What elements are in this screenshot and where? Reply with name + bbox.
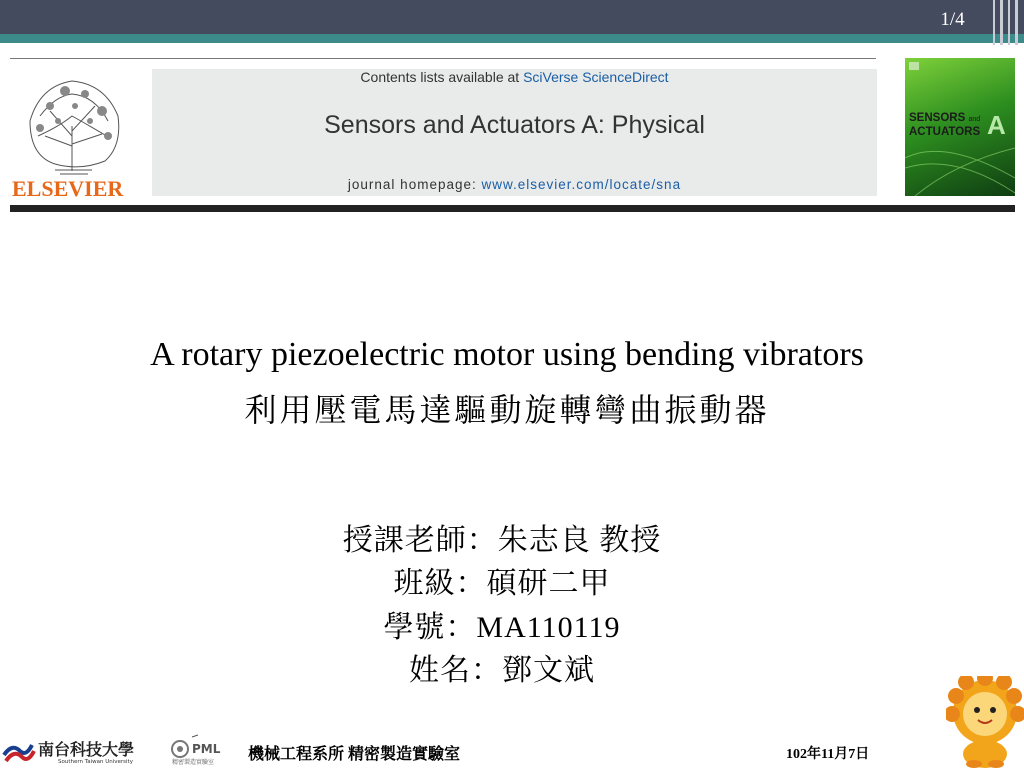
cover-title-and: and (968, 116, 981, 123)
info-advisor: 授課老師：朱志良 教授 (342, 524, 662, 557)
university-logo (2, 735, 152, 765)
university-logo-en: Southern Taiwan University (58, 759, 133, 765)
journal-header-box (152, 69, 877, 196)
footer-date: 102年11月7日 (786, 747, 870, 762)
cover-title (909, 112, 980, 139)
title-chinese: 利用壓電馬達驅動旋轉彎曲振動器 (244, 392, 770, 428)
title-english: A rotary piezoelectric motor using bending vibrators (150, 336, 864, 373)
pml-logo-sub: 精密製造實驗室 (172, 759, 215, 766)
sciencedirect-link[interactable]: SciVerse ScienceDirect (523, 69, 669, 85)
teal-accent-bar (0, 34, 1024, 43)
contents-line (152, 69, 877, 85)
info-student-id: 學號：MA110119 (383, 611, 621, 644)
cover-title-line1: SENSORS (909, 112, 966, 124)
homepage-link[interactable]: www.elsevier.com/locate/sna (481, 177, 682, 192)
footer-department-lab: 機械工程系所 精密製造實驗室 (248, 746, 461, 763)
pml-lab-logo (168, 733, 224, 767)
banner-bottom-rule (10, 205, 1015, 212)
contents-prefix: Contents lists available at (360, 69, 524, 85)
decor-stripe (1000, 0, 1003, 45)
page-number: 1/4 (940, 9, 965, 30)
journal-cover-thumbnail (905, 58, 1015, 196)
decor-stripe (993, 0, 995, 45)
homepage-prefix: journal homepage: (347, 177, 482, 192)
decor-stripe (1008, 0, 1010, 45)
info-class: 班級：碩研二甲 (393, 567, 611, 600)
cover-title-line2: ACTUATORS (909, 126, 981, 138)
decor-stripe (1015, 0, 1018, 45)
banner-top-rule (10, 58, 876, 59)
lion-mascot-icon (946, 676, 1024, 768)
cover-letter: A (987, 110, 1006, 140)
journal-title: Sensors and Actuators A: Physical (324, 111, 705, 139)
pml-logo-text: PML (192, 742, 221, 756)
elsevier-wordmark: ELSEVIER (12, 176, 124, 201)
info-name: 姓名：鄧文斌 (409, 654, 595, 687)
top-bar (0, 0, 1024, 34)
university-logo-text: 南台科技大學 (38, 740, 135, 759)
homepage-line (152, 177, 877, 192)
